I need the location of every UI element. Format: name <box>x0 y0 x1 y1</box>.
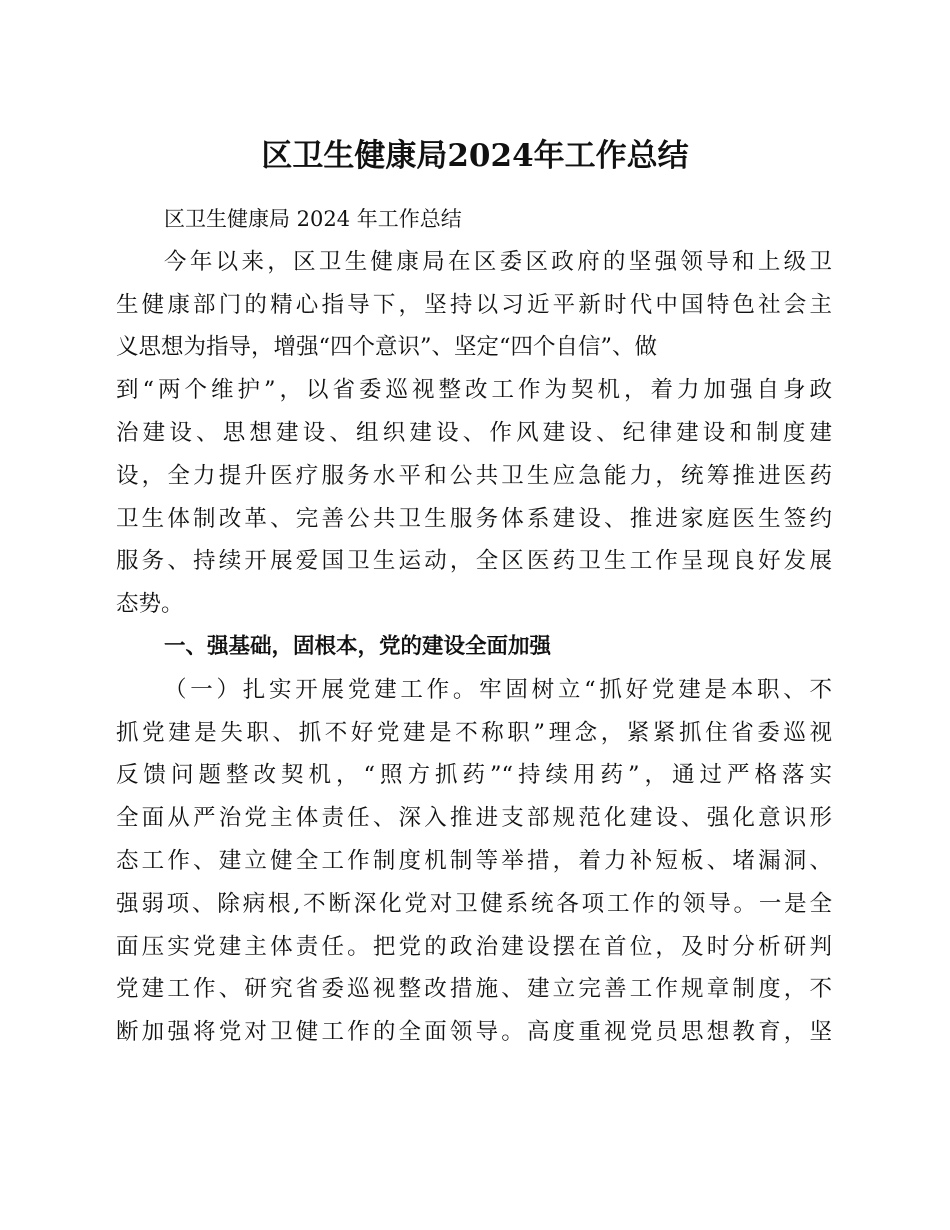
paragraph-party-building <box>116 669 832 1054</box>
document-body <box>116 198 832 1054</box>
text-line: 义思想为指导，增强“四个意识”、坚定“四个自信”、做 <box>116 334 658 361</box>
document-subtitle: 区卫生健康局 2024 年工作总结 <box>164 207 462 231</box>
text-line: 生健康部门的精心指导下，坚持以习近平新时代中国特色社会主 <box>116 291 832 318</box>
text-line: 面压实党建主体责任。把党的政治建设摆在首位，及时分析研判 <box>116 933 832 960</box>
section-heading: 一、强基础，固根本，党的建设全面加强 <box>164 633 552 659</box>
text-line: 党建工作、研究省委巡视整改措施、建立完善工作规章制度，不 <box>116 976 832 1003</box>
text-line: （一）扎实开展党建工作。牢固树立“抓好党建是本职、不 <box>164 676 832 703</box>
text-line: 今年以来，区卫生健康局在区委区政府的坚强领导和上级卫 <box>164 248 832 275</box>
text-line: 态工作、建立健全工作制度机制等举措，着力补短板、堵漏洞、 <box>116 847 832 874</box>
text-line: 强弱项、除病根,不断深化党对卫健系统各项工作的领导。一是全 <box>116 890 832 917</box>
text-line: 态势。 <box>116 591 184 618</box>
text-line: 卫生体制改革、完善公共卫生服务体系建设、推进家庭医生签约 <box>116 505 832 532</box>
text-line: 断加强将党对卫健工作的全面领导。高度重视党员思想教育，坚 <box>116 1019 832 1046</box>
paragraph-intro <box>116 241 832 626</box>
text-line: 设，全力提升医疗服务水平和公共卫生应急能力，统筹推进医药 <box>116 462 832 489</box>
text-line: 全面从严治党主体责任、深入推进支部规范化建设、强化意识形 <box>116 805 832 832</box>
text-line: 服务、持续开展爱国卫生运动，全区医药卫生工作呈现良好发展 <box>116 548 832 575</box>
text-line: 抓党建是失职、抓不好党建是不称职”理念，紧紧抓住省委巡视 <box>116 719 832 746</box>
text-line: 反馈问题整改契机，“照方抓药”“持续用药”，通过严格落实 <box>116 762 832 789</box>
text-line: 到“两个维护”，以省委巡视整改工作为契机，着力加强自身政 <box>116 377 832 404</box>
document-title: 区卫生健康局2024年工作总结 <box>261 138 689 174</box>
text-line: 治建设、思想建设、组织建设、作风建设、纪律建设和制度建 <box>116 419 832 446</box>
